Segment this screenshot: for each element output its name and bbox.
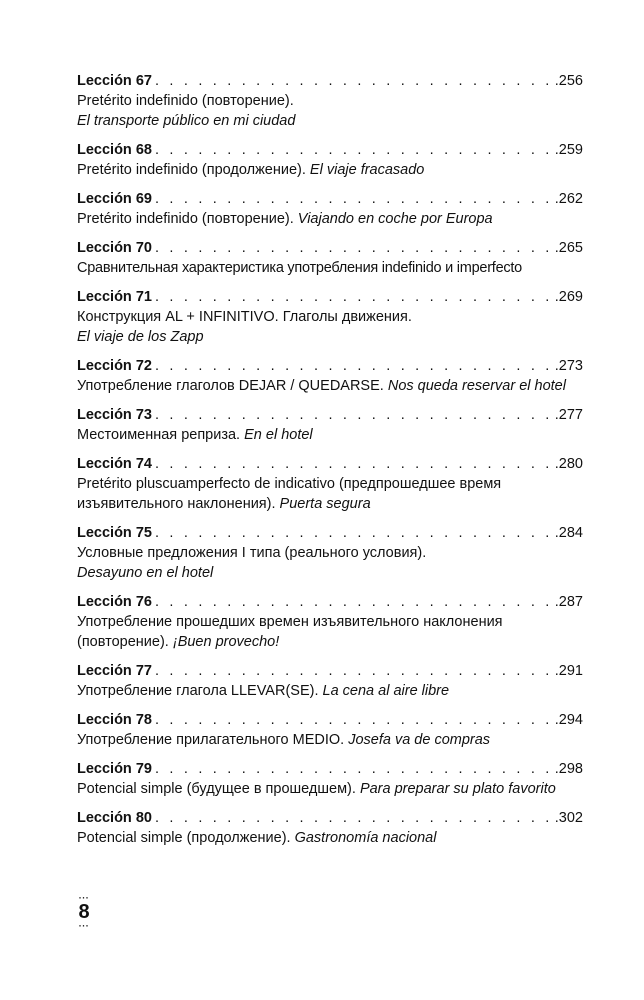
lesson-description [77,91,583,131]
grammar-topic: Pretérito indefinido (повторение). [77,211,298,227]
dot-leader [155,405,553,425]
toc-heading [77,405,583,425]
lesson-description [77,307,583,347]
toc-heading [77,71,583,91]
grammar-topic: Употребление прошедших времен изъявительного наклонения (повторение). [77,614,503,650]
dot-leader [155,523,553,543]
page-ref: .284 [554,525,583,541]
toc-heading [77,287,583,307]
lesson-number: Lección 69 [77,191,152,207]
toc-heading [77,189,583,209]
lesson-title: El viaje fracasado [309,162,425,178]
lesson-description [77,160,583,180]
page-ref: .277 [554,407,583,423]
toc-entry-77[interactable] [77,661,583,701]
page-ref: .256 [554,73,583,89]
toc-entry-70[interactable] [77,238,583,278]
lesson-description [77,209,583,229]
lesson-number: Lección 68 [77,142,152,158]
lesson-number: Lección 79 [77,761,152,777]
page-ref: .287 [554,594,583,610]
toc-entry-73[interactable] [77,405,583,445]
lesson-title: ¡Buen provecho! [172,634,280,650]
page-ref: .265 [554,240,583,256]
lesson-number: Lección 67 [77,73,152,89]
dot-leader [155,287,553,307]
lesson-title: Desayuno en el hotel [77,565,214,581]
toc-heading [77,808,583,828]
page-ref: .294 [554,712,583,728]
toc-heading [77,356,583,376]
grammar-topic: Сравнительная характеристика употребления indefinido и imperfecto [77,260,522,276]
grammar-topic: Условные предложения I типа (реального условия). [77,545,427,561]
grammar-topic: Pretérito indefinido (повторение). [77,93,294,109]
toc-heading [77,661,583,681]
page-ref: .269 [554,289,583,305]
toc-entry-75[interactable] [77,523,583,583]
lesson-number: Lección 70 [77,240,152,256]
page-ref: .302 [554,810,583,826]
lesson-title: Nos queda reservar el hotel [387,378,566,394]
grammar-topic: Конструкция AL + INFINITIVO. Глаголы движения. [77,309,412,325]
lesson-title: En el hotel [244,427,313,443]
toc-heading [77,592,583,612]
toc-heading [77,454,583,474]
lesson-number: Lección 78 [77,712,152,728]
lesson-description [77,828,583,848]
lesson-number: Lección 71 [77,289,152,305]
grammar-topic: Местоименная реприза. [77,427,245,443]
lesson-description [77,543,583,583]
page-ref: .280 [554,456,583,472]
grammar-topic: Potencial simple (продолжение). [77,830,295,846]
lesson-title: El viaje de los Zapp [77,329,204,345]
dot-leader [155,140,553,160]
toc-entry-69[interactable] [77,189,583,229]
toc-heading [77,140,583,160]
toc-entry-76[interactable] [77,592,583,652]
ornament-dots-top: ··· [78,893,90,903]
toc-entry-72[interactable] [77,356,583,396]
grammar-topic: Pretérito pluscuamperfecto de indicativo (предпрошедшее время изъявительного наклонения). [77,476,502,512]
lesson-description [77,474,583,514]
lesson-description [77,376,583,396]
lesson-description [77,425,583,445]
toc-entry-74[interactable] [77,454,583,514]
page-number-value: 8 [78,901,90,923]
lesson-title: Para preparar su plato favorito [359,781,556,797]
lesson-description [77,779,583,799]
dot-leader [155,592,553,612]
lesson-description [77,612,583,652]
grammar-topic: Употребление глаголов DEJAR / QUEDARSE. [77,378,388,394]
lesson-title: Josefa va de compras [348,732,491,748]
toc-entry-71[interactable] [77,287,583,347]
table-of-contents [77,71,583,857]
dot-leader [155,238,553,258]
toc-heading [77,523,583,543]
page-ref: .273 [554,358,583,374]
lesson-number: Lección 72 [77,358,152,374]
toc-entry-79[interactable] [77,759,583,799]
page-ref: .262 [554,191,583,207]
dot-leader [155,710,553,730]
page-ref: .259 [554,142,583,158]
dot-leader [155,454,553,474]
dot-leader [155,189,553,209]
toc-entry-68[interactable] [77,140,583,180]
lesson-number: Lección 77 [77,663,152,679]
lesson-description [77,730,583,750]
lesson-description [77,681,583,701]
lesson-title: Puerta segura [279,496,371,512]
toc-entry-67[interactable] [77,71,583,131]
lesson-title: Gastronomía nacional [294,830,437,846]
toc-heading [77,759,583,779]
grammar-topic: Употребление прилагательного MEDIO. [77,732,349,748]
dot-leader [155,356,553,376]
toc-heading [77,710,583,730]
grammar-topic: Pretérito indefinido (продолжение). [77,162,310,178]
lesson-title: La cena al aire libre [322,683,450,699]
lesson-number: Lección 76 [77,594,152,610]
toc-entry-80[interactable] [77,808,583,848]
lesson-number: Lección 75 [77,525,152,541]
page-number [76,895,92,929]
lesson-description [77,258,583,278]
toc-heading [77,238,583,258]
dot-leader [155,71,553,91]
ornament-dots-bottom: ··· [78,921,90,931]
dot-leader [155,661,553,681]
grammar-topic: Употребление глагола LLEVAR(SE). [77,683,323,699]
lesson-title: Viajando en coche por Europa [297,211,493,227]
dot-leader [155,759,553,779]
page-ref: .298 [554,761,583,777]
lesson-title: El transporte público en mi ciudad [77,113,296,129]
lesson-number: Lección 74 [77,456,152,472]
lesson-number: Lección 73 [77,407,152,423]
lesson-number: Lección 80 [77,810,152,826]
grammar-topic: Potencial simple (будущее в прошедшем). [77,781,360,797]
page-ref: .291 [554,663,583,679]
toc-entry-78[interactable] [77,710,583,750]
dot-leader [155,808,553,828]
